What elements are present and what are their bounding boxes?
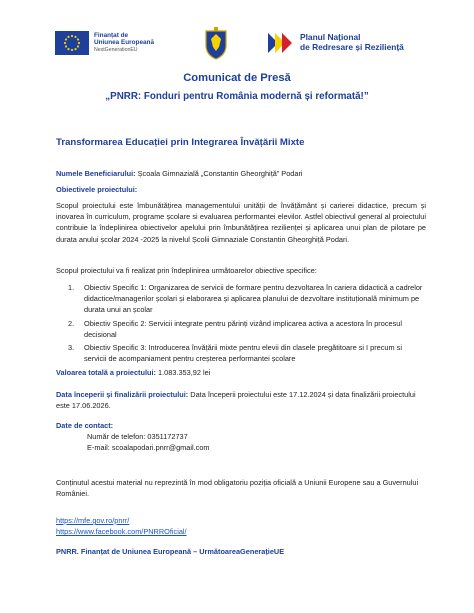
page-title: Comunicat de Presă — [183, 72, 291, 84]
eu-logo-line3: NextGenerationEU — [94, 46, 138, 53]
eu-logo-line2: Uniunea Europeană — [94, 39, 155, 47]
contact-details — [87, 431, 457, 453]
pnrr-logo-line2: de Redresare și Reziliență — [300, 42, 404, 52]
list-item-number: 3. — [68, 343, 75, 353]
total-value-amount: 1.083.353,92 lei — [156, 368, 211, 377]
pnrr-logo-text — [300, 33, 404, 52]
eu-flag-icon — [55, 31, 89, 55]
objectives-paragraph: Scopul proiectului este îmbunătățirea managementului unității de învățământ și carierei didactice, precum și inovarea în curriculum, programe școlare si evaluarea performantei elevilor. Astfel obiectivul general al proiectului contribuie la îndeplinirea obiectivelor apelului prin îmbunătățirea rezilienței și aplicarea unui plan de pilotare pe durata anului școlar 2024 -2025 la nivelul Școlii Gimnaziale Constantin Gheorghiță Podari. — [56, 201, 426, 244]
list-item — [68, 342, 426, 364]
total-value-line — [56, 367, 426, 378]
link-mfe-pnrr[interactable]: https://mfe.gov.ro/pnrr/ — [56, 516, 130, 525]
list-item — [68, 282, 426, 316]
list-item-text: Obiectiv Specific 1: Organizarea de servicii de formare pentru dezvoltarea în cariera didactică a cadrelor didactice/managerilor școlari și elaborarea și aplicarea planului de dezvoltare instituțională minimum pe durata unui an școlar — [84, 283, 423, 315]
links-block — [56, 515, 426, 537]
beneficiary-label: Numele Beneficiarului: — [56, 169, 136, 178]
list-item-number: 1. — [68, 283, 75, 292]
contact-phone: Număr de telefon: 0351172737 — [87, 432, 188, 441]
pnrr-logo-line1: Planul Național — [300, 32, 361, 43]
eu-logo-text — [94, 32, 154, 55]
list-item — [68, 318, 426, 340]
eu-funding-logo — [55, 31, 154, 55]
beneficiary-line — [56, 168, 426, 179]
page-subtitle: „PNRR: Fonduri pentru România modernă și reformată!” — [105, 91, 369, 102]
list-item-text: Obiectiv Specific 3: Introducerea învățării mixte pentru elevii din clasele pregătitoare si I precum si servicii de acompaniament pentru creșterea performantei școlare — [84, 343, 402, 364]
pnrr-logo — [268, 31, 404, 55]
eu-logo-line1: Finanțat de — [94, 31, 129, 39]
list-item-text: Obiectiv Specific 2: Servicii integrate pentru părinți vizând implicarea activa a acestora în procesul decisional — [84, 318, 402, 339]
link-facebook-pnrr[interactable]: https://www.facebook.com/PNRROficial/ — [56, 527, 187, 537]
disclaimer: Conținutul acestui material nu reprezintă în mod obligatoriu poziția oficială a Uniunii Europene sau a Guvernului României. — [56, 478, 419, 499]
specific-objectives-intro: Scopul proiectului va fi realizat prin îndeplinirea următoarelor obiective specifice: — [56, 266, 317, 275]
romanian-government-crest-icon — [203, 27, 229, 61]
objectives-heading: Obiectivele proiectului: — [56, 185, 138, 194]
project-dates-label: Data începerii și finalizării proiectului: — [56, 390, 189, 399]
beneficiary-value: Școala Gimnazială „Constantin Gheorghiță” Podari — [135, 169, 303, 178]
pnrr-flag-icon — [268, 31, 296, 55]
project-dates-value: Data începerii proiectului este 17.12.2024 și data finalizării proiectului este 17.06.2026. — [56, 390, 416, 411]
project-dates-line — [56, 389, 426, 411]
footer-text: PNRR. Finanțat de Uniunea Europeană – UrmătoareaGenerațieUE — [56, 547, 285, 556]
contact-email: E-mail: scoalapodari.pnrr@gmail.com — [87, 443, 210, 453]
specific-objectives-list — [68, 282, 426, 366]
contact-heading: Date de contact: — [56, 421, 114, 430]
section-title: Transformarea Educației prin Integrarea Învățării Mixte — [56, 137, 305, 148]
list-item-number: 2. — [68, 318, 75, 328]
total-value-label: Valoarea totală a proiectului: — [56, 368, 156, 377]
